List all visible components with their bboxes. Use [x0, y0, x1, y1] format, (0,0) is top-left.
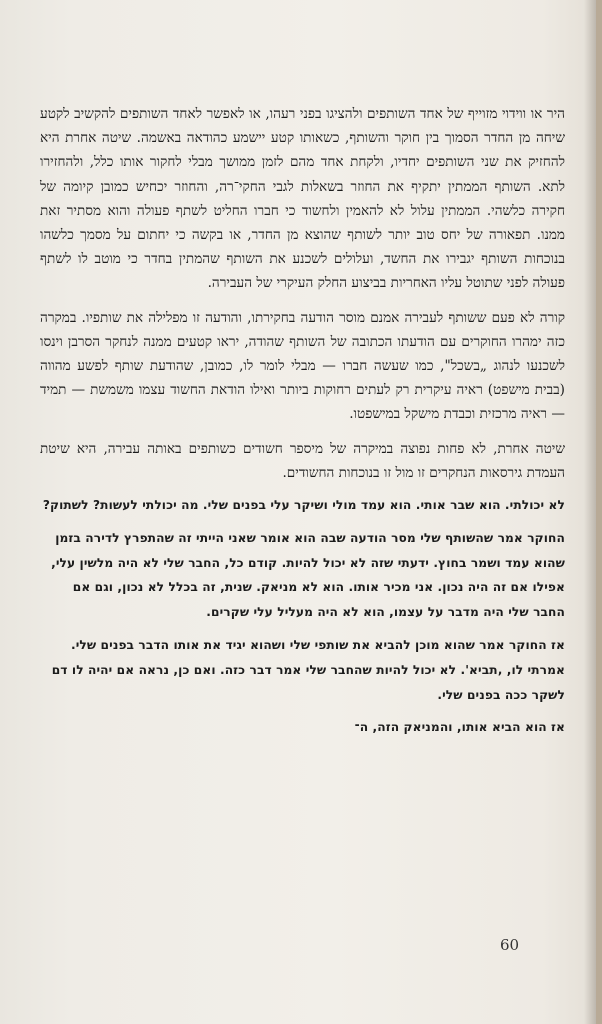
page-number: 60	[500, 936, 520, 954]
dialogue-paragraph-2: החוקר אמר שהשותף שלי מסר הודעה שבה הוא אומר שאני הייתי זה שהתפרץ לדירה בזמן שהוא עמד ושמר בחוץ. ידעתי שזה לא יכול להיות. קודם כל, החבר שלי לא היה מלשין עלי, אפילו אם זה היה נכון. אני מכיר אותו. הוא לא מניאק. שנית, זה בכלל לא נכון, וגם אם החבר שלי היה מדבר על עצמו, הוא לא היה מעליל עלי שקרים.	[51, 530, 565, 620]
dialogue-paragraph-4: אז הוא הביא אותו, והמניאק הזה, ה־	[354, 720, 565, 735]
body-paragraph-2: קורה לא פעם ששותף לעבירה אמנם מוסר הודעה בחקירתו, והודעה זו מפלילה את שותפיו. במקרה כזה ימהרו החוקרים עם הודעתו הכתובה של השותף שהודה, יראו קטעים ממנה לנחקר הסרבן וינסו לשכנעו לנהוג „בשכל", כמו שעשה חברו — מבלי לומר לו, כמובן, שהודעת שותף לפשע מהווה (בבית מישפט) ראיה עיקרית רק לעתים רחוקות ביותר ואילו הודאת החשוד עצמו משמשת — תמיד — ראיה מרכזית וכבדת מישקל במישפטו.	[40, 309, 565, 423]
dialogue-paragraph-3: אז החוקר אמר שהוא מוכן להביא את שותפי שלי ושהוא יגיד את אותו הדבר בפנים שלי. אמרתי לו, ‚תביא'. לא יכול להיות שהחבר שלי אמר דבר כזה. ואם כן, נראה אם יהיה לו דם לשקר ככה בפנים שלי.	[51, 638, 565, 702]
body-paragraph-1: היר או ווידוי מזוייף של אחד השותפים ולהציגו בפני רעהו, או לאפשר לאחד השותפים להקשיב לקטע שיחה מן החדר הסמוך בין חוקר והשותף, כשאותו קטע יישמע כהודאה באשמה. שיטה אחרת היא להחזיק את שני השותפים יחדיו, ולקחת אחד מהם לזמן ממושך מבלי לחקור אותו כלל, ולהחזירו לתא. השותף הממתין יתקיף את החוזר בשאלות לגבי החקי־רה, והחוזר יכחיש כמובן קיומה של חקירה כלשהי. הממתין עלול לא להאמין ולחשוד כי חברו החליט לשתף פעולה והוא מסתיר זאת ממנו. תפאורה של יחס טוב יותר לשותף שהוצא מן החדר, או בקשה כי יחתום על מסמך כלשהו בנוכחות השותף יגבירו את החשד, ועלולים לשכנע את השותף שהמתין בחדר כי מוטב לו לשתף פעולה לפני שתוטל עליו האחריות בביצוע החלק העיקרי של העבירה.	[40, 106, 565, 292]
book-edge	[596, 0, 602, 1024]
dialogue-paragraph-1: לא יכולתי. הוא שבר אותי. הוא עמד מולי ושיקר עלי בפנים שלי. מה יכולתי לעשות? לשתוק?	[42, 498, 565, 513]
dialogue-excerpt	[40, 493, 565, 740]
page-text	[40, 102, 565, 748]
body-paragraph-3: שיטה אחרת, לא פחות נפוצה במיקרה של מיספר חשודים כשותפים באותה עבירה, היא שיטת העמדת גירסאות הנחקרים זו מול זו בנוכחות החשודים.	[40, 440, 565, 481]
